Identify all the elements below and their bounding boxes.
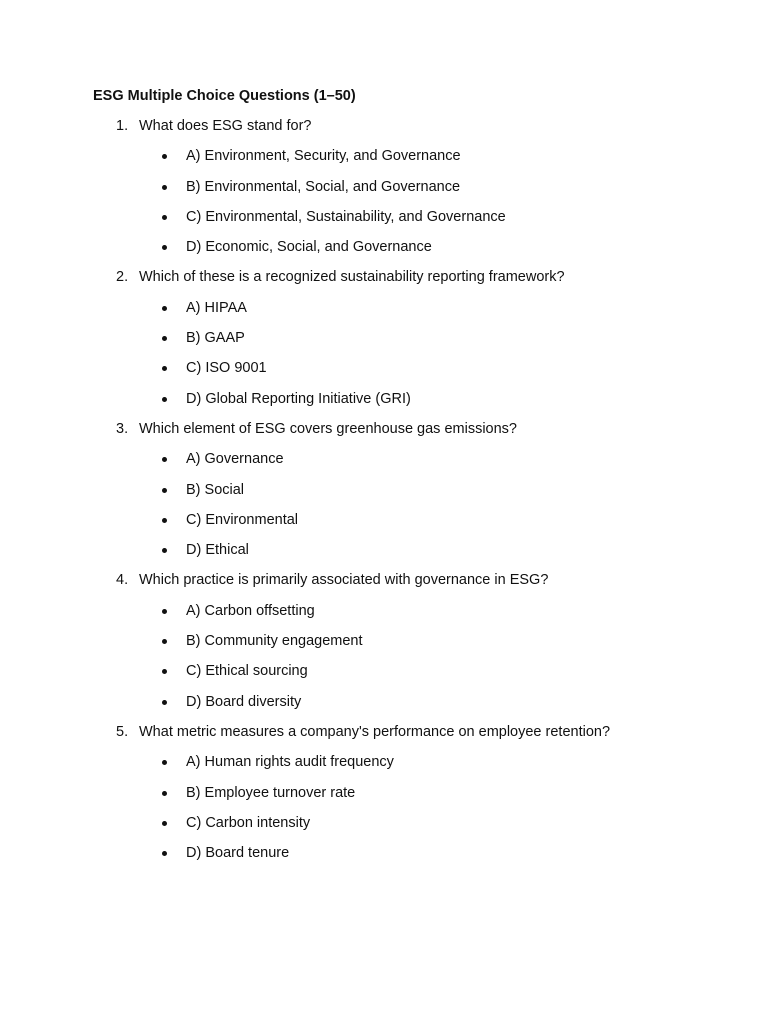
bullet-icon <box>162 669 167 674</box>
option-text: A) Human rights audit frequency <box>186 754 394 771</box>
answer-option <box>0 632 768 662</box>
question-number: 3. <box>116 420 129 437</box>
bullet-icon <box>162 639 167 644</box>
answer-option <box>0 208 768 238</box>
option-text: D) Ethical <box>186 542 249 559</box>
bullet-icon <box>162 306 167 311</box>
answer-option <box>0 511 768 541</box>
bullet-icon <box>162 215 167 220</box>
answer-option <box>0 390 768 420</box>
option-text: B) Community engagement <box>186 633 363 650</box>
bullet-icon <box>162 700 167 705</box>
bullet-icon <box>162 336 167 341</box>
option-text: A) Environment, Security, and Governance <box>186 148 461 165</box>
option-text: A) Governance <box>186 451 284 468</box>
bullet-icon <box>162 821 167 826</box>
question-number: 4. <box>116 572 129 589</box>
answer-option <box>0 359 768 389</box>
bullet-icon <box>162 548 167 553</box>
answer-option <box>0 753 768 783</box>
option-text: B) GAAP <box>186 330 245 347</box>
option-text: B) Employee turnover rate <box>186 784 356 801</box>
answer-option <box>0 814 768 844</box>
question-list <box>0 117 768 874</box>
question-number: 2. <box>116 269 129 286</box>
question-text: What does ESG stand for? <box>139 118 312 134</box>
answer-option <box>0 784 768 814</box>
option-text: A) Carbon offsetting <box>186 602 315 619</box>
bullet-icon <box>162 245 167 250</box>
question-2 <box>0 268 768 298</box>
answer-option <box>0 299 768 329</box>
bullet-icon <box>162 851 167 856</box>
option-text: C) Carbon intensity <box>186 814 311 831</box>
document-title: ESG Multiple Choice Questions (1–50) <box>93 88 356 104</box>
bullet-icon <box>162 760 167 765</box>
bullet-icon <box>162 518 167 523</box>
question-text: Which practice is primarily associated with governance in ESG? <box>139 572 549 589</box>
question-text: Which of these is a recognized sustainability reporting framework? <box>139 269 565 286</box>
bullet-icon <box>162 154 167 159</box>
option-text: D) Economic, Social, and Governance <box>186 239 432 256</box>
option-text: D) Board tenure <box>186 845 290 862</box>
answer-option <box>0 602 768 632</box>
option-text: A) HIPAA <box>186 299 247 316</box>
answer-option <box>0 693 768 723</box>
answer-option <box>0 238 768 268</box>
bullet-icon <box>162 488 167 493</box>
option-text: B) Environmental, Social, and Governance <box>186 178 461 195</box>
option-text: C) Ethical sourcing <box>186 663 308 680</box>
answer-option <box>0 844 768 874</box>
question-1 <box>0 117 768 147</box>
answer-option <box>0 481 768 511</box>
question-text: What metric measures a company's performance on employee retention? <box>139 723 611 740</box>
bullet-icon <box>162 185 167 190</box>
answer-option <box>0 329 768 359</box>
option-text: B) Social <box>186 481 245 498</box>
question-3 <box>0 420 768 450</box>
answer-option <box>0 541 768 571</box>
option-text: D) Board diversity <box>186 693 302 710</box>
option-text: C) ISO 9001 <box>186 360 267 377</box>
option-text: C) Environmental <box>186 511 299 528</box>
bullet-icon <box>162 791 167 796</box>
answer-option <box>0 450 768 480</box>
bullet-icon <box>162 366 167 371</box>
question-5 <box>0 723 768 753</box>
answer-option <box>0 178 768 208</box>
bullet-icon <box>162 397 167 402</box>
option-text: C) Environmental, Sustainability, and Governance <box>186 208 506 225</box>
question-4 <box>0 571 768 601</box>
question-text: Which element of ESG covers greenhouse gas emissions? <box>139 420 517 437</box>
question-number: 1. <box>116 118 129 134</box>
option-text: D) Global Reporting Initiative (GRI) <box>186 390 411 407</box>
answer-option <box>0 147 768 177</box>
bullet-icon <box>162 609 167 614</box>
answer-option <box>0 662 768 692</box>
question-number: 5. <box>116 723 129 740</box>
bullet-icon <box>162 457 167 462</box>
